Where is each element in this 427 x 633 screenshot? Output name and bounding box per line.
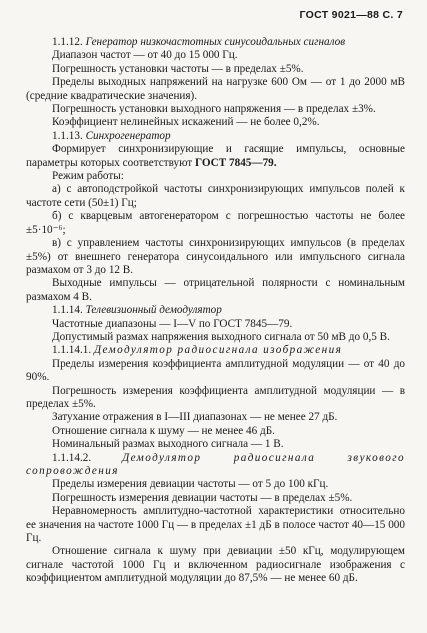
section-heading — [26, 304, 405, 317]
paragraph: Пределы измерения коэффициента амплитудной модуляции — от 40 до 90%. — [26, 357, 405, 384]
paragraph: Выходные импульсы — отрицательной полярности с номинальным размахом 4 В. — [26, 277, 405, 303]
paragraph: Погрешность установки частоты — в пределах ±5%. — [52, 62, 304, 75]
section-heading — [26, 344, 405, 357]
section-title: Синхрогенератор — [85, 129, 171, 142]
section-number: 1.1.14. — [52, 304, 86, 317]
paragraph: Погрешность установки выходного напряжения — в пределах ±3%. — [52, 103, 376, 116]
paragraph: Режим работы: — [52, 170, 124, 183]
document-body — [26, 36, 405, 586]
paragraph: Частотные диапазоны — I—V по ГОСТ 7845—79. — [52, 317, 293, 330]
paragraph: Пределы выходных напряжений на нагрузке 600 Ом — от 1 до 2000 мВ (средние квадратические значения). — [26, 76, 405, 102]
paragraph: Формирует синхронизирующие и гасящие импульсы, основные параметры которых соответствуют ГОСТ 7845—79. — [26, 143, 405, 169]
paragraph: в) с управлением частоты синхронизирующих импульсов (в пределах ±5%) от внешнего генератора синусоидального или импульсного сигнала размахом от 3 до 12 В. — [26, 237, 405, 276]
paragraph: б) с кварцевым автогенератором с погрешностью частоты не более ±5·10⁻⁶; — [26, 210, 405, 236]
section-number: 1.1.14.1. — [52, 344, 94, 357]
section-number: 1.1.14.2. — [52, 451, 123, 464]
paragraph: Пределы измерения девиации частоты — от 5 до 100 кГц. — [52, 478, 329, 491]
section-title: Демодулятор радиосигнала звукового сопровождения — [26, 451, 405, 477]
paragraph: а) с автоподстройкой частоты синхронизирующих импульсов полей к частоте сети (50±1) Гц; — [26, 183, 405, 209]
section-heading — [26, 452, 405, 479]
paragraph: Коэффициент нелинейных искажений — не более 0,2%. — [52, 116, 320, 129]
section-title: Демодулятор радиосигнала изображения — [93, 344, 343, 357]
paragraph: Неравномерность амплитудно-частотной характеристики относительно ее значения на частоте 1000 Гц — в пределах ±1 дБ в полосе частот 40—15 000 Гц. — [26, 505, 405, 545]
paragraph: Отношение сигнала к шуму при девиации ±50 кГц, модулирующем сигнале частотой 1000 Гц и включенном радиосигнале изображения с коэффициентом амплитудной модуляции до 87,5% — не менее 60 дБ. — [26, 545, 405, 585]
section-number: 1.1.12. — [52, 36, 86, 48]
section-heading — [26, 130, 405, 143]
section-number: 1.1.13. — [52, 129, 86, 142]
paragraph: Диапазон частот — от 40 до 15 000 Гц. — [52, 49, 238, 62]
section-title: Телевизионный демодулятор — [85, 304, 222, 317]
paragraph: Допустимый размах напряжения выходного сигнала от 50 мВ до 0,5 В. — [52, 330, 390, 343]
paragraph: Погрешность измерения девиации частоты — в пределах ±5%. — [52, 491, 353, 504]
paragraph: Отношение сигнала к шуму — не менее 46 дБ. — [52, 424, 275, 437]
paragraph: Номинальный размах выходного сигнала — 1 В. — [52, 438, 284, 451]
section-heading — [26, 36, 405, 49]
paragraph: Затухание отражения в I—III диапазонах — не менее 27 дБ. — [52, 411, 338, 424]
section-title: Генератор низкочастотных синусоидальных сигналов — [85, 36, 346, 48]
page-header: ГОСТ 9021—88 С. 7 — [299, 9, 403, 21]
paragraph: Погрешность измерения коэффициента амплитудной модуляции — в пределах ±5%. — [26, 384, 405, 410]
